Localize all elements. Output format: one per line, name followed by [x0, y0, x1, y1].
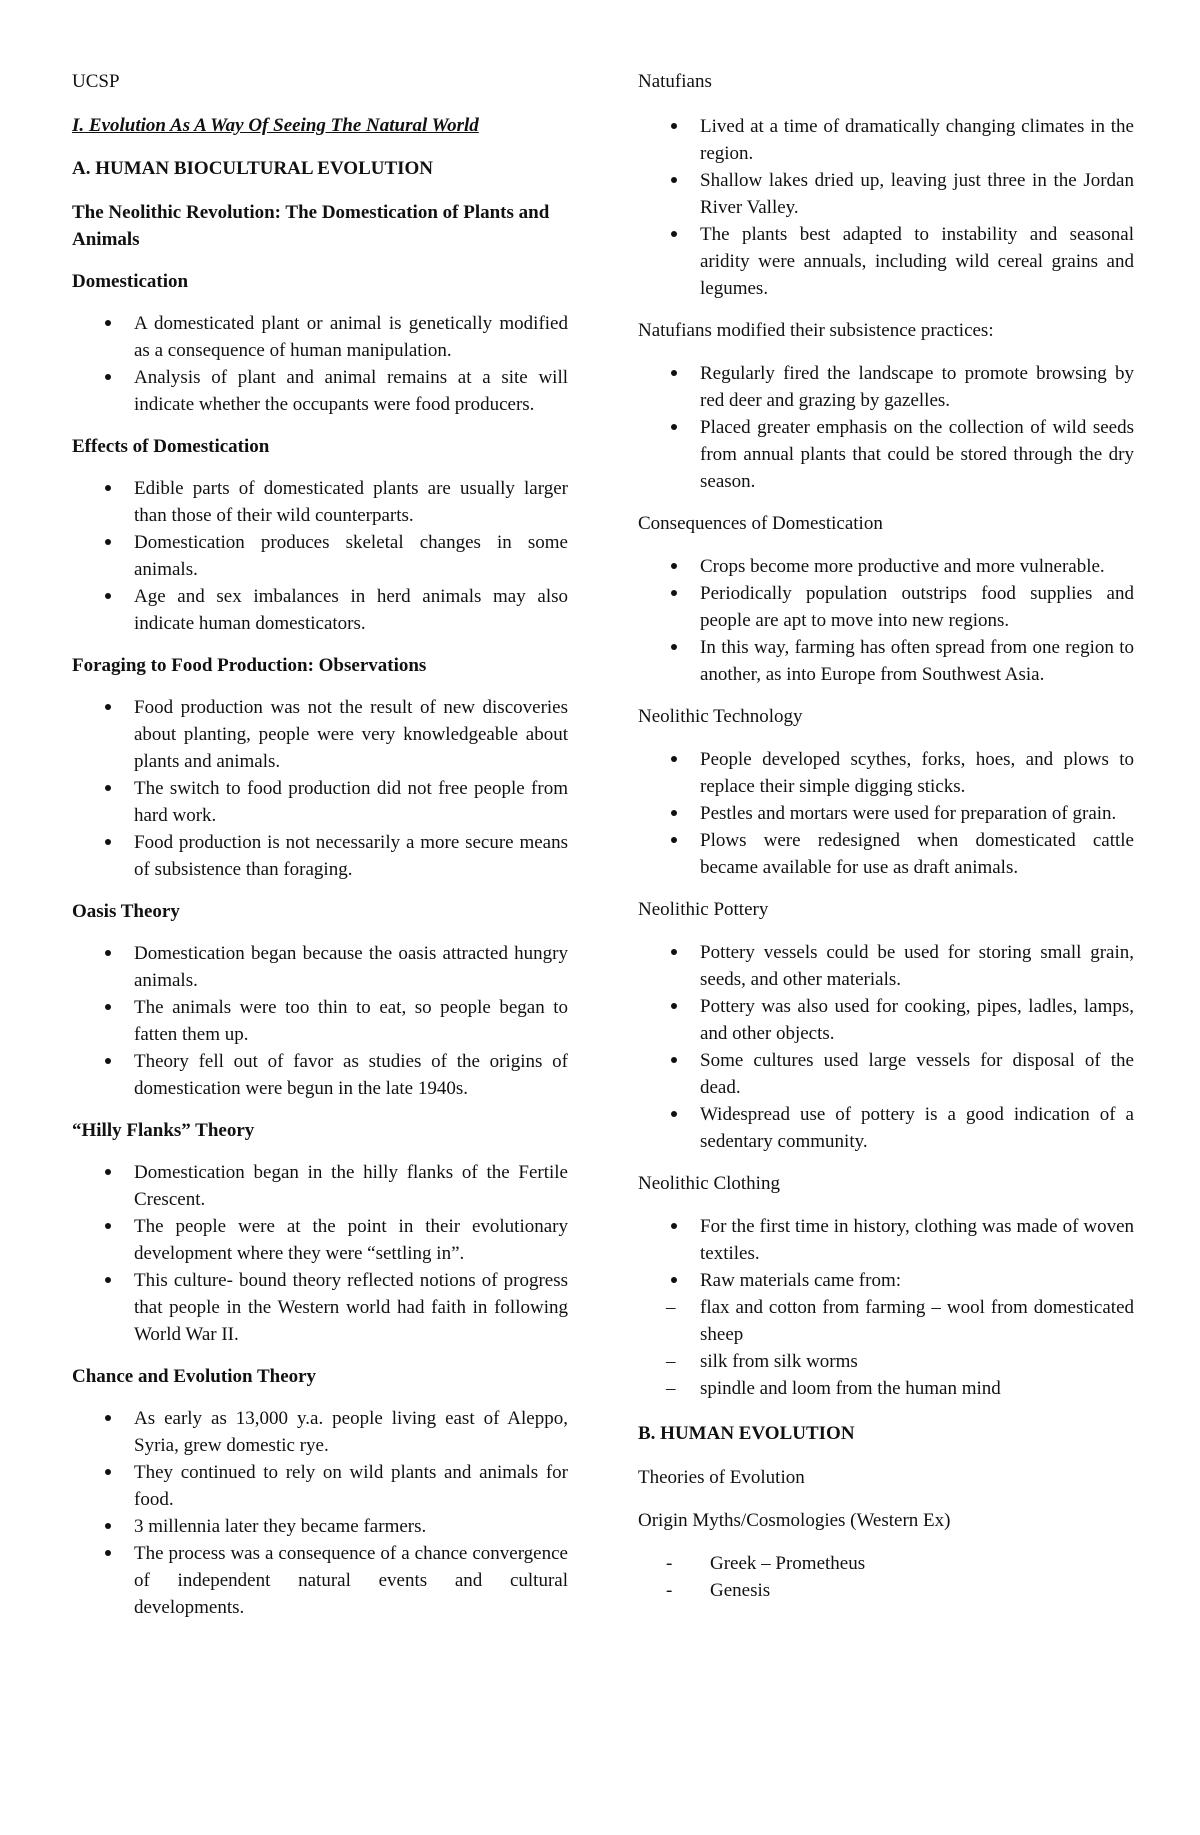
subsection-a-title: A. HUMAN BIOCULTURAL EVOLUTION	[72, 158, 434, 179]
list-item: Plows were redesigned when domesticated cattle became available for use as draft animals.	[638, 827, 1134, 881]
list-item: The animals were too thin to eat, so people began to fatten them up.	[72, 994, 568, 1048]
consequences-list	[638, 553, 1134, 688]
list-item: Regularly fired the landscape to promote browsing by red deer and grazing by gazelles.	[638, 360, 1134, 414]
list-item: Domestication began in the hilly flanks of the Fertile Crescent.	[72, 1159, 568, 1213]
domestication-list	[72, 310, 568, 418]
origin-myths-list	[638, 1550, 1134, 1604]
list-item: Edible parts of domesticated plants are usually larger than those of their wild counterparts.	[72, 475, 568, 529]
natufians-heading: Natufians	[638, 71, 712, 92]
list-item: Analysis of plant and animal remains at a site will indicate whether the occupants were food producers.	[72, 364, 568, 418]
list-item: Pottery vessels could be used for storing small grain, seeds, and other materials.	[638, 939, 1134, 993]
list-item: Shallow lakes dried up, leaving just three in the Jordan River Valley.	[638, 167, 1134, 221]
list-item: The process was a consequence of a chance convergence of independent natural events and cultural developments.	[72, 1540, 568, 1621]
neolithic-pottery-heading: Neolithic Pottery	[638, 899, 769, 920]
list-item: Widespread use of pottery is a good indication of a sedentary community.	[638, 1101, 1134, 1155]
natufians-modified-heading: Natufians modified their subsistence practices:	[638, 320, 994, 341]
list-item: Domestication began because the oasis attracted hungry animals.	[72, 940, 568, 994]
list-item: Pestles and mortars were used for preparation of grain.	[638, 800, 1134, 827]
list-item: 3 millennia later they became farmers.	[72, 1513, 568, 1540]
oasis-theory-heading: Oasis Theory	[72, 901, 180, 922]
origin-myths-heading: Origin Myths/Cosmologies (Western Ex)	[638, 1510, 951, 1531]
right-column	[638, 68, 1134, 1619]
list-item: The switch to food production did not free people from hard work.	[72, 775, 568, 829]
hilly-flanks-heading: “Hilly Flanks” Theory	[72, 1120, 255, 1141]
list-item: - Greek – Prometheus	[638, 1550, 1134, 1577]
natufians-list	[638, 113, 1134, 302]
list-item: Age and sex imbalances in herd animals may also indicate human domesticators.	[72, 583, 568, 637]
consequences-heading: Consequences of Domestication	[638, 513, 883, 534]
effects-heading: Effects of Domestication	[72, 436, 270, 457]
list-item: Theory fell out of favor as studies of the origins of domestication were begun in the late 1940s.	[72, 1048, 568, 1102]
list-item: – silk from silk worms	[638, 1348, 1134, 1375]
list-item: Food production is not necessarily a more secure means of subsistence than foraging.	[72, 829, 568, 883]
left-column	[72, 68, 568, 1636]
list-item: Food production was not the result of new discoveries about planting, people were very knowledgeable about plants and animals.	[72, 694, 568, 775]
list-item: – spindle and loom from the human mind	[638, 1375, 1134, 1402]
list-item: The people were at the point in their evolutionary development where they were “settling in”.	[72, 1213, 568, 1267]
foraging-list	[72, 694, 568, 883]
list-item: A domesticated plant or animal is genetically modified as a consequence of human manipulation.	[72, 310, 568, 364]
hilly-flanks-list	[72, 1159, 568, 1348]
oasis-theory-list	[72, 940, 568, 1102]
subsection-b-title: B. HUMAN EVOLUTION	[638, 1423, 855, 1444]
list-item: Domestication produces skeletal changes in some animals.	[72, 529, 568, 583]
list-item: The plants best adapted to instability and seasonal aridity were annuals, including wild cereal grains and legumes.	[638, 221, 1134, 302]
list-item: As early as 13,000 y.a. people living east of Aleppo, Syria, grew domestic rye.	[72, 1405, 568, 1459]
list-item: Placed greater emphasis on the collection of wild seeds from annual plants that could be stored through the dry season.	[638, 414, 1134, 495]
course-code: UCSP	[72, 71, 120, 92]
chance-evolution-list	[72, 1405, 568, 1621]
neolithic-clothing-list	[638, 1213, 1134, 1294]
natufians-modified-list	[638, 360, 1134, 495]
list-item: Some cultures used large vessels for disposal of the dead.	[638, 1047, 1134, 1101]
list-item: Periodically population outstrips food supplies and people are apt to move into new regions.	[638, 580, 1134, 634]
list-item: They continued to rely on wild plants and animals for food.	[72, 1459, 568, 1513]
list-item: - Genesis	[638, 1577, 1134, 1604]
list-item: Pottery was also used for cooking, pipes, ladles, lamps, and other objects.	[638, 993, 1134, 1047]
neolithic-revolution-heading: The Neolithic Revolution: The Domestication of Plants and Animals	[72, 202, 550, 250]
neolithic-pottery-list	[638, 939, 1134, 1155]
list-item: Crops become more productive and more vulnerable.	[638, 553, 1134, 580]
chance-evolution-heading: Chance and Evolution Theory	[72, 1366, 317, 1387]
list-item: For the first time in history, clothing was made of woven textiles.	[638, 1213, 1134, 1267]
domestication-heading: Domestication	[72, 271, 189, 292]
effects-list	[72, 475, 568, 637]
neolithic-clothing-heading: Neolithic Clothing	[638, 1173, 780, 1194]
theories-of-evolution-heading: Theories of Evolution	[638, 1467, 805, 1488]
neolithic-technology-list	[638, 746, 1134, 881]
section-title: I. Evolution As A Way Of Seeing The Natural World	[72, 115, 479, 136]
raw-materials-list	[638, 1294, 1134, 1402]
list-item: – flax and cotton from farming – wool from domesticated sheep	[638, 1294, 1134, 1348]
list-item: This culture- bound theory reflected notions of progress that people in the Western world had faith in following World War II.	[72, 1267, 568, 1348]
list-item: People developed scythes, forks, hoes, and plows to replace their simple digging sticks.	[638, 746, 1134, 800]
foraging-heading: Foraging to Food Production: Observations	[72, 655, 427, 676]
list-item: Lived at a time of dramatically changing climates in the region.	[638, 113, 1134, 167]
list-item: In this way, farming has often spread from one region to another, as into Europe from Southwest Asia.	[638, 634, 1134, 688]
list-item: Raw materials came from:	[638, 1267, 1134, 1294]
neolithic-technology-heading: Neolithic Technology	[638, 706, 803, 727]
